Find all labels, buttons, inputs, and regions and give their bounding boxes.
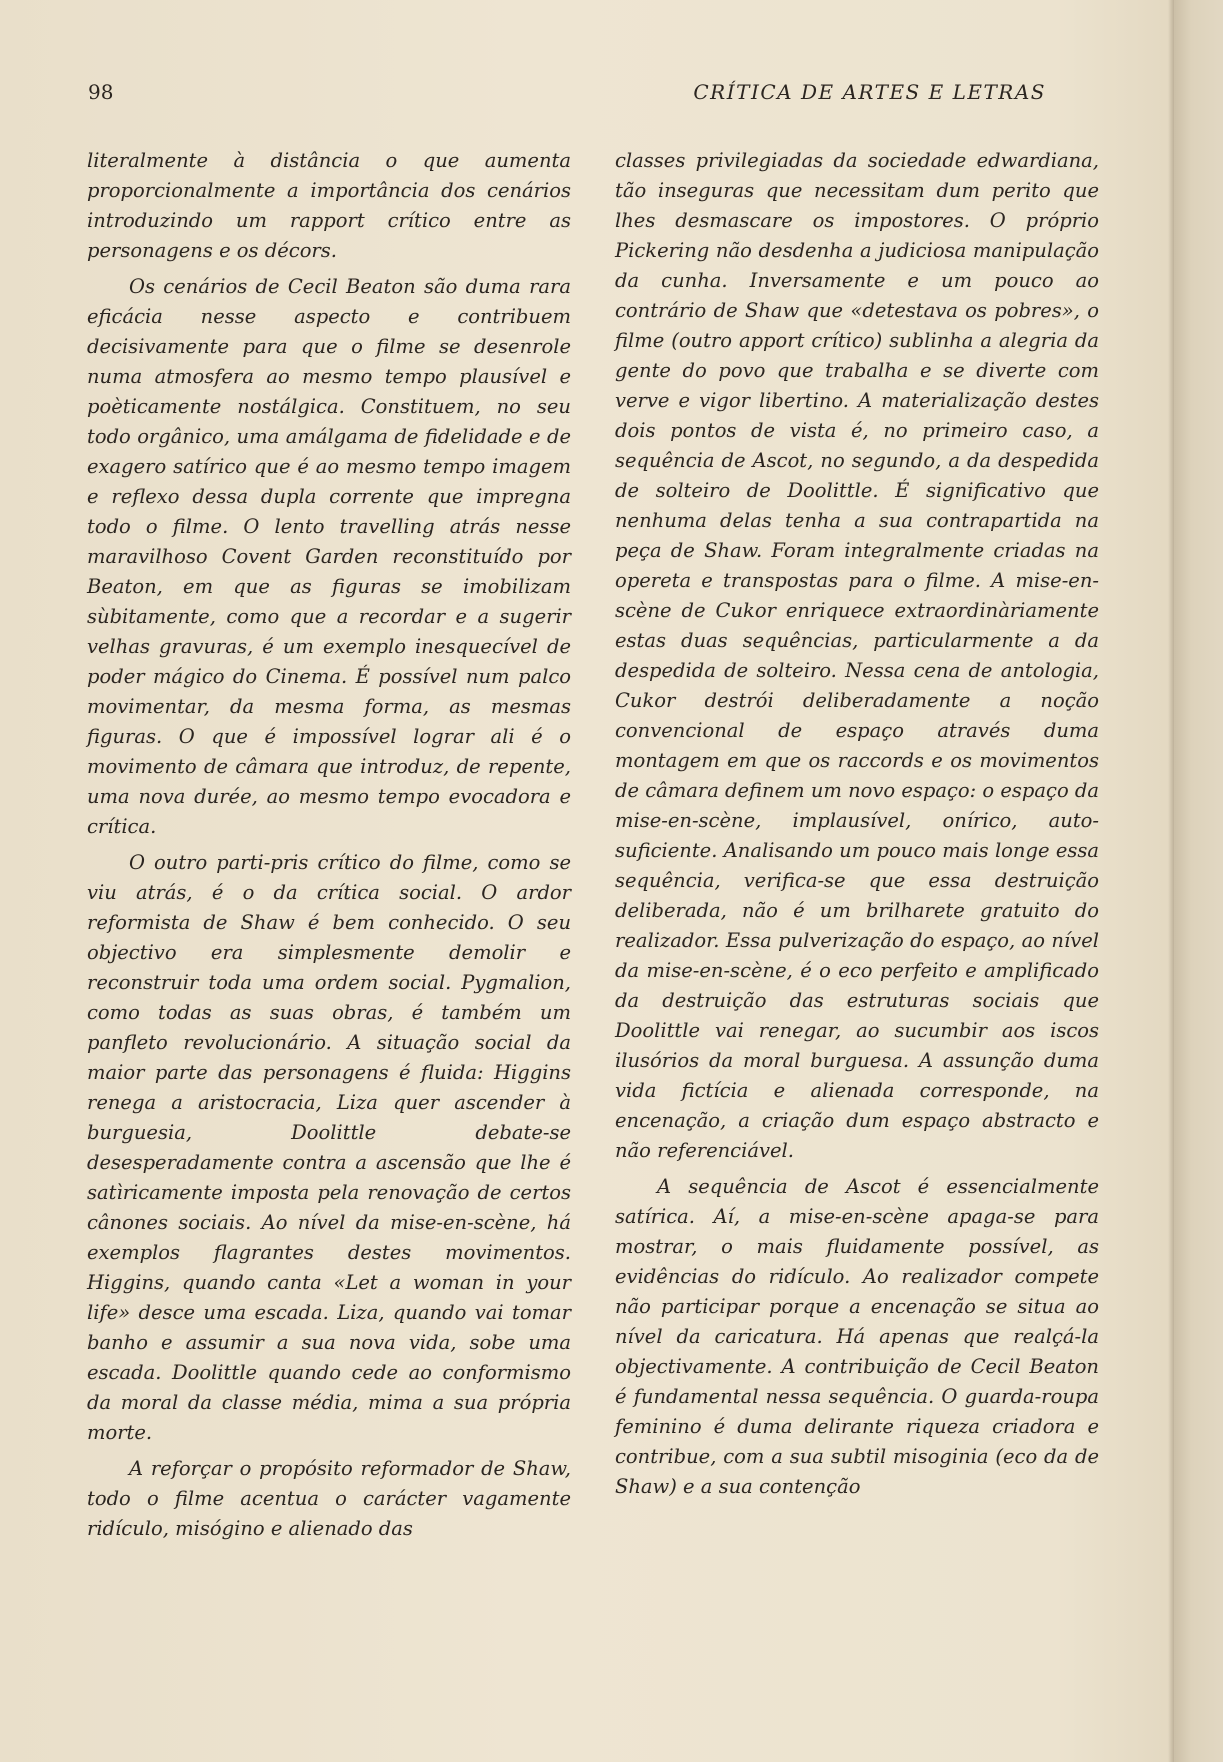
page-number: 98 bbox=[88, 80, 114, 104]
paragraph: A reforçar o propósito reformador de Shaw, todo o filme acentua o carácter vagamente ridículo, misógino e alienado das bbox=[87, 1457, 571, 1540]
right-column bbox=[615, 146, 1099, 1508]
next-page-edge bbox=[1174, 0, 1223, 1762]
running-title: CRÍTICA DE ARTES E LETRAS bbox=[693, 80, 1046, 104]
paragraph: Os cenários de Cecil Beaton são duma rara eficácia nesse aspecto e contribuem decisivamente para que o filme se desenrole numa atmosfera ao mesmo tempo plausível e poèticamente nostálgica. Constituem, no seu todo orgânico, uma amálgama de fidelidade e de exagero satírico que é ao mesmo tempo imagem e reflexo dessa dupla corrente que impregna todo o filme. O lento travelling atrás nesse maravilhoso Covent Garden reconstituído por Beaton, em que as figuras se imobilizam sùbitamente, como que a recordar e a sugerir velhas gravuras, é um exemplo inesquecível de poder mágico do Cinema. É possível num palco movimentar, da mesma forma, as mesmas figuras. O que é impossível lograr ali é o movimento de câmara que introduz, de repente, uma nova durée, ao mesmo tempo evocadora e crítica. bbox=[87, 275, 571, 838]
paragraph: A sequência de Ascot é essencialmente satírica. Aí, a mise-en-scène apaga-se para mostrar, o mais fluidamente possível, as evidências do ridículo. Ao realizador compete não participar porque a encenação se situa ao nível da caricatura. Há apenas que realçá-la objectivamente. A contribuição de Cecil Beaton é fundamental nessa sequência. O guarda-roupa feminino é duma delirante riqueza criadora e contribue, com a sua subtil misoginia (eco da de Shaw) e a sua contenção bbox=[615, 1175, 1099, 1498]
paragraph: literalmente à distância o que aumenta proporcionalmente a importância dos cenários introduzindo um rapport crítico entre as personagens e os décors. bbox=[87, 149, 571, 262]
paragraph: O outro parti-pris crítico do filme, como se viu atrás, é o da crítica social. O ardor reformista de Shaw é bem conhecido. O seu objectivo era simplesmente demolir e reconstruir toda uma ordem social. Pygmalion, como todas as suas obras, é também um panfleto revolucionário. A situação social da maior parte das personagens é fluida: Higgins renega a aristocracia, Liza quer ascender à burguesia, Doolittle debate-se desesperadamente contra a ascensão que lhe é satìricamente imposta pela renovação de certos cânones sociais. Ao nível da mise-en-scène, há exemplos flagrantes destes movimentos. Higgins, quando canta «Let a woman in your life» desce uma escada. Liza, quando vai tomar banho e assumir a sua nova vida, sobe uma escada. Doolittle quando cede ao conformismo da moral da classe média, mima a sua própria morte. bbox=[87, 851, 571, 1444]
left-column bbox=[87, 146, 571, 1550]
paragraph: classes privilegiadas da sociedade edwardiana, tão inseguras que necessitam dum perito que lhes desmascare os impostores. O próprio Pickering não desdenha a judiciosa manipulação da cunha. Inversamente e um pouco ao contrário de Shaw que «detestava os pobres», o filme (outro apport crítico) sublinha a alegria da gente do povo que trabalha e se diverte com verve e vigor libertino. A materialização destes dois pontos de vista é, no primeiro caso, a sequência de Ascot, no segundo, a da despedida de solteiro de Doolittle. É significativo que nenhuma delas tenha a sua contrapartida na peça de Shaw. Foram integralmente criadas na opereta e transpostas para o filme. A mise-en-scène de Cukor enriquece extraordinàriamente estas duas sequências, particularmente a da despedida de solteiro. Nessa cena de antologia, Cukor destrói deliberadamente a noção convencional de espaço através duma montagem em que os raccords e os movimentos de câmara definem um novo espaço: o espaço da mise-en-scène, implausível, onírico, auto-suficiente. Analisando um pouco mais longe essa sequência, verifica-se que essa destruição deliberada, não é um brilharete gratuito do realizador. Essa pulverização do espaço, ao nível da mise-en-scène, é o eco perfeito e amplificado da destruição das estruturas sociais que Doolittle vai renegar, ao sucumbir aos iscos ilusórios da moral burguesa. A assunção duma vida fictícia e alienada corresponde, na encenação, a criação dum espaço abstracto e não referenciável. bbox=[615, 149, 1099, 1162]
